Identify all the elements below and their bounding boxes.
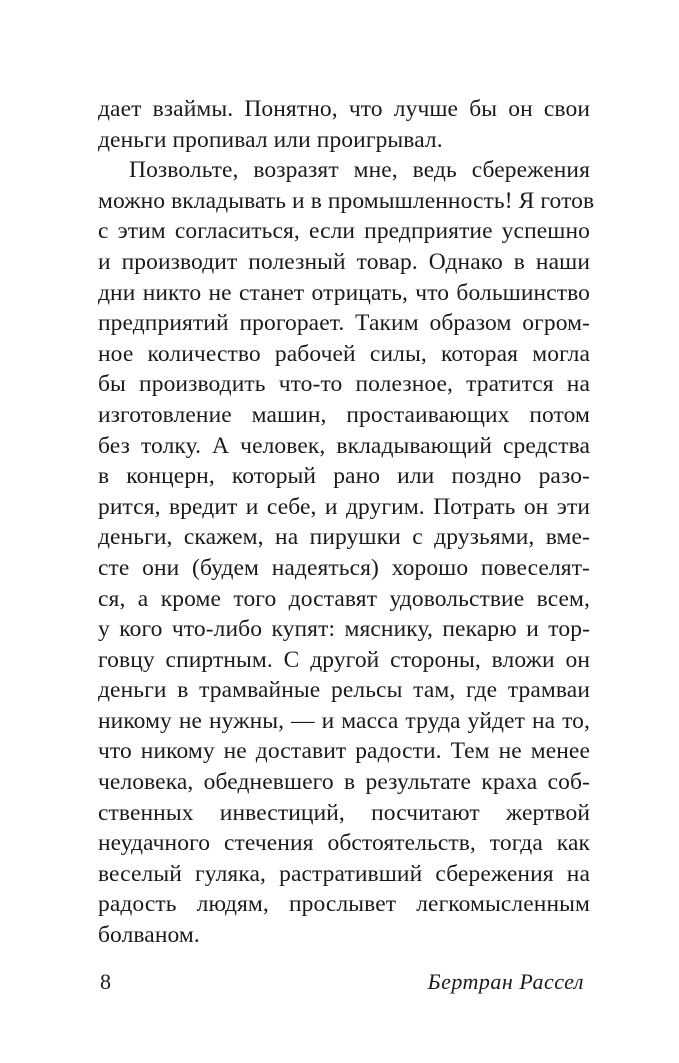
text-line: ственных инвестиций, посчитают жертвой [98, 799, 590, 826]
text-line: радость людям, прослывет легкомысленным [98, 891, 590, 918]
text-line: с этим согласиться, если предприятие успешно [98, 218, 590, 245]
text-line: что никому не доставит радости. Тем не менее [98, 738, 590, 765]
text-line: деньги пропивал или проигрывал. [98, 126, 443, 153]
running-head-author: Бертран Рассел [427, 969, 584, 994]
text-line: сте они (будем надеяться) хорошо повеселят- [98, 554, 590, 581]
text-line: деньги в трамвайные рельсы там, где трамваи [98, 677, 590, 704]
text-line: рится, вредит и себе, и другим. Потрать он эти [98, 493, 590, 520]
text-line: и производит полезный товар. Однако в наши [98, 248, 590, 275]
text-line: без толку. А человек, вкладывающий средства [98, 432, 590, 459]
text-line: веселый гуляка, растративший сбережения на [98, 860, 590, 887]
text-line: в концерн, который рано или поздно разо- [98, 463, 590, 490]
text-line: можно вкладывать и в промышленность! Я готов [98, 187, 595, 214]
page-footer [100, 966, 584, 998]
text-line: никому не нужны, — и масса труда уйдет на то, [98, 707, 590, 734]
text-line: у кого что-либо купят: мяснику, пекарю и тор- [98, 616, 590, 643]
text-line: человека, обедневшего в результате краха соб- [98, 769, 590, 796]
text-line: дает взаймы. Понятно, что лучше бы он свои [98, 96, 590, 122]
text-line-paragraph-start: Позвольте, возразят мне, ведь сбережения [129, 157, 590, 184]
text-line: неудачного стечения обстоятельств, тогда как [98, 830, 590, 857]
book-page-text [98, 94, 595, 951]
text-line: ся, а кроме того доставят удовольствие всем, [98, 585, 590, 612]
text-line: говцу спиртным. С другой стороны, вложи он [98, 646, 590, 673]
text-line: бы производить что-то полезное, тратится на [98, 371, 590, 398]
page-number: 8 [100, 969, 111, 994]
text-line: изготовление машин, простаивающих потом [98, 401, 590, 428]
text-line: предприятий прогорает. Таким образом огром- [98, 310, 590, 337]
text-line: ное количество рабочей силы, которая могла [98, 340, 590, 367]
text-line: деньги, скажем, на пирушки с друзьями, вме- [98, 524, 590, 551]
text-line: болваном. [98, 922, 200, 949]
text-line: дни никто не станет отрицать, что большинство [98, 279, 590, 306]
